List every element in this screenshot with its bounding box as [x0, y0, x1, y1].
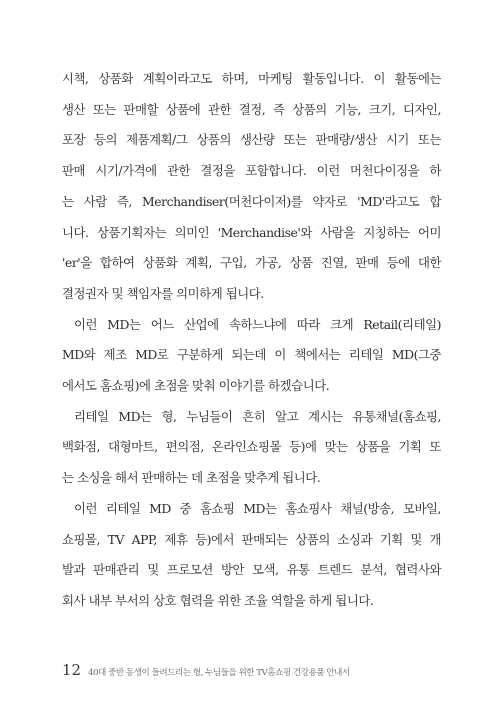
- page-footer: [62, 661, 350, 681]
- page-number: 12: [62, 661, 82, 679]
- running-title: 40대 중반 동생이 들려드리는 형, 누님들을 위한 TV홈쇼핑 건강용품 안내서: [88, 668, 350, 678]
- text-line: 포장 등의 제품계획/그 상품의 생산량 또는 판매량/생산 시기 또는: [62, 132, 441, 148]
- text-line: 이런 리테일 MD 중 홈쇼핑 MD는 홈쇼핑사 채널(방송, 모바일,: [74, 500, 441, 516]
- text-line: 결정권자 및 책임자를 의미하게 됩니다.: [62, 285, 264, 301]
- text-line: 쇼핑몰, TV APP, 제휴 등)에서 판매되는 상품의 소싱과 기획 및 개: [62, 531, 441, 547]
- text-line: 생산 또는 판매할 상품에 관한 결정, 즉 상품의 기능, 크기, 디자인,: [62, 101, 441, 117]
- text-line: 발과 판매관리 및 프로모션 방안 모색, 유통 트렌드 분석, 협력사와: [62, 562, 441, 578]
- text-line: 백화점, 대형마트, 편의점, 온라인쇼핑몰 등)에 맞는 상품을 기획 또: [62, 439, 441, 455]
- text-line: 는 사람 즉, Merchandiser(머천다이저)를 약자로 'MD'라고도 합: [62, 193, 441, 209]
- text-line: 판매 시기/가격에 관한 결정을 포함합니다. 이런 머천다이징을 하: [62, 163, 441, 179]
- text-line: 에서도 홈쇼핑)에 초점을 맞춰 이야기를 하겠습니다.: [62, 378, 330, 394]
- text-line: 리테일 MD는 형, 누님들이 흔히 알고 계시는 유통채널(홈쇼핑,: [74, 408, 441, 424]
- body-text: [62, 64, 441, 617]
- text-line: 이런 MD는 어느 산업에 속하느냐에 따라 크게 Retail(리테일): [74, 316, 441, 332]
- text-line: 는 소싱을 해서 판매하는 데 초점을 맞추게 됩니다.: [62, 470, 321, 486]
- text-line: 회사 내부 부서의 상호 협력을 위한 조율 역할을 하게 됩니다.: [62, 592, 374, 608]
- paragraph-4: [62, 494, 441, 617]
- text-line: 시책, 상품화 계획이라고도 하며, 마케팅 활동입니다. 이 활동에는: [62, 71, 441, 86]
- text-line: MD와 제조 MD로 구분하게 되는데 이 책에서는 리테일 MD(그중: [62, 347, 441, 363]
- text-line: 니다. 상품기획자는 의미인 'Merchandise'와 사람을 지칭하는 어미: [62, 224, 441, 240]
- paragraph-3: [62, 402, 441, 494]
- text-line: 'er'을 합하여 상품화 계획, 구입, 가공, 상품 진열, 판매 등에 대한: [62, 255, 441, 271]
- paragraph-1: [62, 64, 441, 310]
- paragraph-2: [62, 310, 441, 402]
